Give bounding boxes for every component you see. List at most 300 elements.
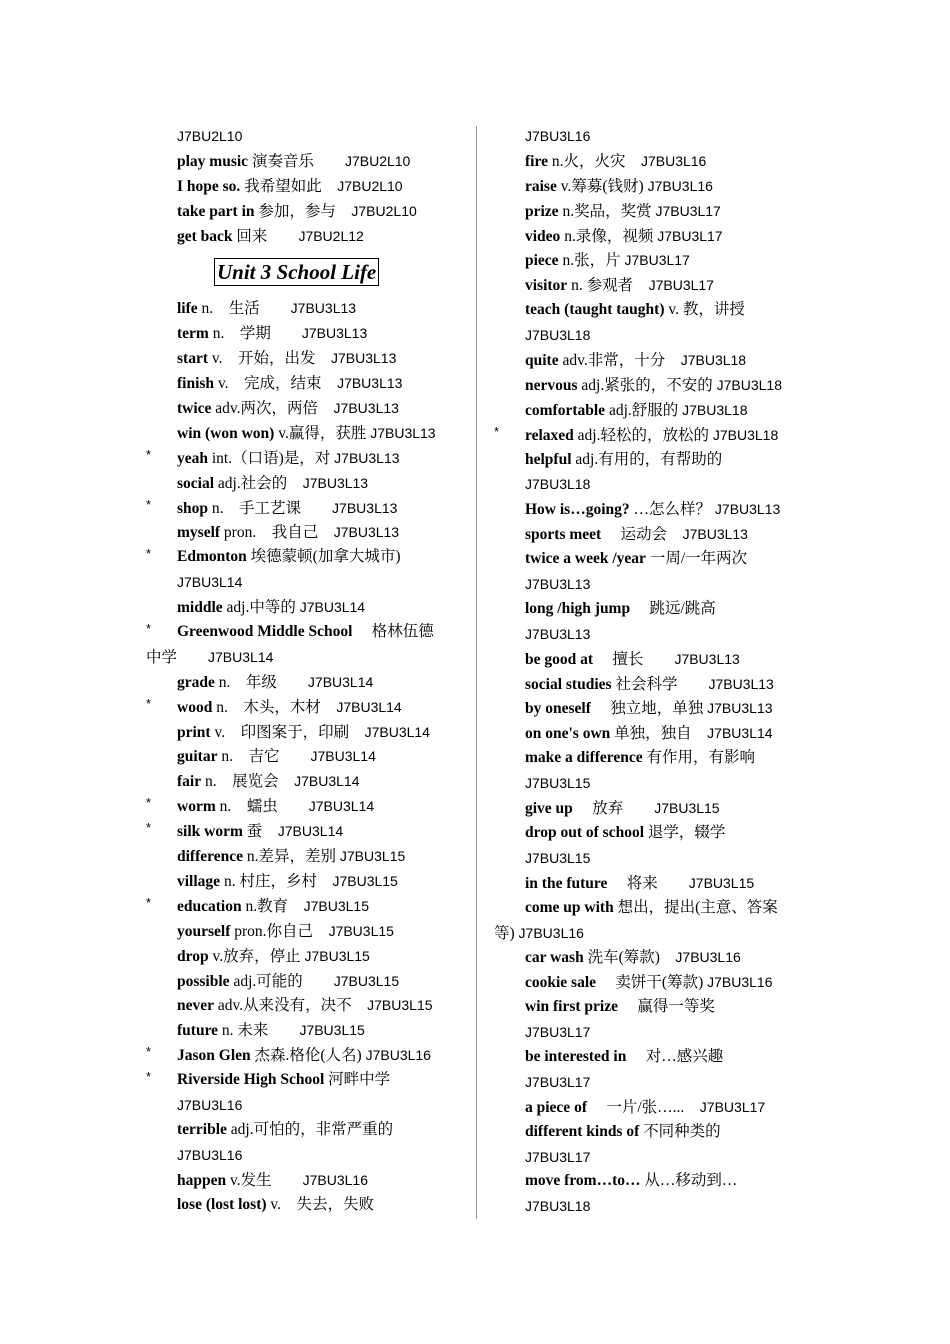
lesson-code: J7BU3L15: [367, 997, 433, 1014]
vocab-term: Edmonton: [177, 548, 247, 566]
vocab-term: fire: [525, 152, 548, 170]
definition: 我希望如此: [244, 177, 338, 195]
entry-text: [552, 153, 707, 170]
entry-text: [236, 228, 363, 245]
vocab-line: [146, 769, 464, 794]
definition: n. 学期: [212, 325, 302, 343]
vocab-term: be good at: [525, 650, 594, 668]
vocab-term: fair: [177, 773, 202, 791]
entry-text: [634, 501, 781, 518]
entry-text: [525, 576, 590, 593]
definition: 社会科学: [615, 675, 709, 693]
vocab-line: [494, 846, 812, 871]
vocab-term: piece: [525, 252, 559, 270]
lesson-code: J7BU3L14: [294, 773, 360, 790]
lesson-code: J7BU3L17: [525, 1148, 591, 1165]
vocab-line: [146, 1068, 464, 1093]
vocab-term: by oneself: [525, 700, 591, 718]
vocab-line: [146, 869, 464, 894]
vocab-term: difference: [177, 848, 243, 866]
definition: adv.两次，两倍: [215, 400, 334, 418]
vocab-line: [146, 620, 464, 645]
definition: n.录像，视频: [564, 227, 658, 245]
asterisk-marker: *: [146, 894, 152, 910]
vocab-term: on one's own: [525, 725, 611, 743]
definition: n. 吉它: [221, 748, 311, 766]
vocab-term: twice a week /year: [525, 550, 646, 568]
entry-text: 想出，提出(主意、答案: [617, 898, 778, 916]
vocab-term: Greenwood Middle School: [177, 623, 353, 641]
vocab-term: cookie sale: [525, 974, 597, 992]
definition: 擅长: [596, 650, 675, 668]
vocab-term: a piece of: [525, 1098, 587, 1116]
vocab-line: [494, 273, 812, 298]
vocab-line: [146, 471, 464, 496]
vocab-line: [494, 348, 812, 373]
vocab-line: [146, 744, 464, 769]
entry-text: [233, 973, 399, 990]
vocab-term: term: [177, 325, 209, 343]
vocab-line: [494, 1045, 812, 1070]
entry-text: [605, 526, 748, 543]
vocab-line: [146, 894, 464, 919]
vocab-line: [494, 871, 812, 896]
lesson-code: J7BU3L13: [370, 424, 436, 441]
entry-text: v. 教，讲授: [668, 301, 745, 319]
lesson-code: J7BU3L18: [525, 476, 591, 493]
lesson-code: J7BU3L14: [208, 648, 274, 665]
vocab-line: [146, 396, 464, 421]
vocab-term: visitor: [525, 277, 568, 295]
definition: v.赢得，获胜: [278, 424, 371, 442]
entry-text: [247, 848, 405, 865]
entry-text: [213, 325, 368, 342]
vocab-line: [146, 446, 464, 471]
vocab-line: [494, 945, 812, 970]
vocab-term: worm: [177, 798, 216, 816]
definition: int.（口语)是，对: [211, 449, 335, 467]
definition: 放弃: [576, 800, 655, 818]
vocab-line: [146, 174, 464, 199]
vocab-term: be interested in: [525, 1047, 627, 1065]
vocab-term: silk worm: [177, 823, 243, 841]
vocab-term: village: [177, 872, 221, 890]
vocab-term: play music: [177, 152, 249, 170]
lesson-code: J7BU3L13: [682, 526, 748, 543]
lesson-code: J7BU2L10: [177, 128, 243, 144]
lesson-code: J7BU3L17: [525, 1024, 591, 1041]
vocab-line: [494, 497, 812, 522]
entry-text: [247, 823, 343, 840]
asterisk-marker: *: [146, 621, 152, 637]
definition: n. 木头，木材: [216, 698, 337, 716]
definition: n.差异，差别: [246, 848, 340, 866]
lesson-code: J7BU3L13: [714, 501, 781, 518]
lesson-code: J7BU3L17: [655, 202, 721, 219]
vocab-line: [146, 670, 464, 695]
vocab-line: [494, 248, 812, 273]
definition: n. 未来: [221, 1022, 300, 1040]
definition: pron. 我自己: [223, 524, 334, 542]
lesson-code: J7BU3L15: [332, 872, 398, 889]
lesson-code: J7BU3L16: [647, 177, 713, 194]
definition: 蚕: [246, 823, 278, 841]
entry-text: [611, 875, 754, 892]
vocab-line: [494, 1120, 812, 1145]
vocab-line: [494, 746, 812, 771]
vocab-line: [494, 298, 812, 323]
vocab-line: [494, 1095, 812, 1120]
entry-text: [591, 1099, 765, 1116]
vocab-term: education: [177, 897, 242, 915]
definition: n. 参观者: [571, 277, 649, 295]
entry-text: [615, 676, 773, 693]
vocab-line: [494, 547, 812, 572]
entry-text: [609, 402, 748, 419]
entry-text: [224, 524, 399, 541]
entry-text: 赢得一等奖: [621, 998, 715, 1016]
vocab-line: [494, 472, 812, 497]
definition: adj.舒服的: [608, 401, 683, 419]
vocab-line: [146, 1118, 464, 1143]
vocab-term: raise: [525, 177, 557, 195]
entry-text: [218, 375, 403, 392]
entry-text: [212, 450, 400, 467]
lesson-code: J7BU3L14: [177, 574, 243, 591]
vocab-term: give up: [525, 800, 573, 818]
definition: adv.从来没有，决不: [217, 997, 368, 1015]
vocab-line: [494, 1145, 812, 1170]
definition: n. 年级: [218, 673, 308, 691]
lesson-code: J7BU3L16: [640, 152, 707, 169]
lesson-code: J7BU3L18: [712, 426, 779, 443]
lesson-code: J7BU3L13: [290, 300, 357, 317]
vocab-line: [494, 224, 812, 249]
entry-text: [562, 252, 689, 269]
entry-text: [595, 700, 773, 717]
vocab-term: prize: [525, 202, 559, 220]
lesson-code: J7BU3L13: [301, 325, 368, 342]
entry-text: [525, 327, 590, 344]
vocab-term: take part in: [177, 202, 255, 220]
lesson-code: J7BU3L14: [707, 725, 773, 742]
entry-text: [224, 873, 398, 890]
definition: n.张，片: [562, 252, 625, 270]
vocab-line: [494, 771, 812, 796]
vocab-term: nervous: [525, 376, 578, 394]
vocab-line: [494, 721, 812, 746]
vocab-term: life: [177, 300, 198, 318]
definition: 参加，参与: [258, 202, 352, 220]
entry-text: [218, 475, 368, 492]
definition: v. 完成，结束: [217, 375, 338, 393]
lesson-code: J7BU2L10: [351, 202, 417, 219]
vocab-line: [494, 124, 812, 149]
definition: n. 手工艺课: [211, 499, 333, 517]
lesson-code: J7BU3L17: [657, 227, 723, 244]
definition: pron.你自己: [234, 922, 329, 940]
entry-text: [214, 724, 430, 741]
definition: n. 生活: [201, 300, 291, 318]
entry-text: [230, 1172, 368, 1189]
lesson-code: J7BU3L18: [525, 1198, 591, 1215]
lesson-code: J7BU3L16: [518, 924, 584, 941]
vocab-term: come up with: [525, 898, 614, 916]
vocab-line: [494, 373, 812, 398]
lesson-code: J7BU3L13: [332, 499, 398, 516]
lesson-code: J7BU3L17: [624, 252, 690, 269]
lesson-code: J7BU2L12: [298, 227, 364, 244]
lesson-code: J7BU3L17: [699, 1098, 766, 1115]
unit-title: Unit 3 School Life: [214, 258, 379, 286]
vocab-line: [494, 821, 812, 846]
vocab-line: [146, 1168, 464, 1193]
entry-text: [597, 651, 740, 668]
vocab-line: [146, 1043, 464, 1068]
lesson-code: J7BU2L10: [337, 177, 403, 194]
asterisk-marker: *: [146, 496, 152, 512]
lesson-code: J7BU3L18: [716, 376, 782, 393]
vocab-line: [146, 371, 464, 396]
lesson-code: J7BU3L13: [674, 650, 740, 667]
entry-text: adj.有用的，有帮助的: [575, 450, 723, 468]
vocab-line: [494, 199, 812, 224]
vocab-term: Jason Glen: [177, 1047, 251, 1065]
vocab-term: finish: [177, 375, 215, 393]
entry-text: 河畔中学: [328, 1071, 391, 1089]
definition: n. 展览会: [204, 773, 295, 791]
lesson-code: J7BU3L15: [339, 848, 406, 865]
definition: 洗车(筹款): [587, 949, 676, 967]
lesson-code: J7BU3L16: [177, 1096, 243, 1113]
asterisk-marker: *: [494, 423, 500, 439]
definition: 单独，独自: [614, 725, 708, 743]
lesson-code: J7BU3L13: [707, 700, 773, 717]
lesson-code: J7BU3L13: [331, 350, 397, 367]
lesson-code: J7BU3L14: [299, 599, 366, 616]
definition: n. 蠕虫: [219, 798, 309, 816]
entry-text: [578, 427, 779, 444]
vocab-term: grade: [177, 673, 215, 691]
entry-text: [255, 1047, 431, 1064]
vocab-term: yourself: [177, 922, 231, 940]
entry-text: [525, 1198, 590, 1215]
lesson-code: J7BU3L15: [525, 849, 591, 866]
vocab-line: [146, 321, 464, 346]
vocab-term: social studies: [525, 675, 612, 693]
entry-text: [252, 153, 410, 170]
vocab-line: [146, 296, 464, 321]
unit-heading: [146, 248, 464, 296]
definition: v.放弃，停止: [212, 947, 305, 965]
asterisk-marker: *: [146, 795, 152, 811]
vocab-term: terrible: [177, 1120, 227, 1138]
definition: 回来: [236, 227, 299, 245]
vocab-line: [494, 672, 812, 697]
entry-text: [588, 949, 741, 966]
vocab-term: guitar: [177, 748, 218, 766]
vocab-term: shop: [177, 499, 209, 517]
lesson-code: J7BU3L13: [525, 576, 591, 593]
entry-text: [216, 699, 402, 716]
column-divider: [476, 126, 477, 1219]
lesson-code: J7BU3L18: [525, 327, 591, 344]
entry-text: [146, 649, 273, 666]
entry-text: [215, 400, 399, 417]
lesson-code: J7BU2L10: [344, 152, 411, 169]
vocab-line: [146, 695, 464, 720]
entry-text: 对…感兴趣: [630, 1047, 724, 1065]
lesson-code: J7BU3L13: [337, 375, 403, 392]
entry-text: [525, 476, 590, 493]
lesson-code: J7BU3L15: [688, 874, 755, 891]
vocab-term: drop: [177, 947, 209, 965]
lesson-code: J7BU3L14: [336, 698, 402, 715]
vocab-line: [494, 1194, 812, 1219]
vocab-term: yeah: [177, 449, 208, 467]
left-column: [146, 124, 464, 1217]
definition: adj.可能的: [233, 972, 334, 990]
vocab-line: [146, 1193, 464, 1218]
lesson-code: J7BU3L14: [310, 748, 376, 765]
vocab-line: [494, 995, 812, 1020]
vocab-term: How is…going?: [525, 501, 630, 519]
vocab-term: myself: [177, 524, 221, 542]
vocab-line: [494, 323, 812, 348]
vocab-line: [146, 224, 464, 249]
lesson-code: J7BU3L14: [308, 798, 375, 815]
vocab-line: [494, 149, 812, 174]
vocab-term: start: [177, 350, 208, 368]
lesson-code: J7BU3L13: [333, 524, 400, 541]
vocab-line: [146, 199, 464, 224]
vocab-line: [146, 124, 464, 149]
lesson-code: J7BU3L16: [302, 1171, 369, 1188]
entry-text: [581, 377, 782, 394]
vocab-line: [494, 696, 812, 721]
definition: 演奏音乐: [251, 152, 345, 170]
vocab-term: comfortable: [525, 401, 606, 419]
definition: adv.非常，十分: [562, 352, 681, 370]
vocab-line: [494, 572, 812, 597]
vocab-line: [494, 896, 812, 921]
entry-text: [205, 773, 360, 790]
entry-text: 一周/一年两次: [649, 550, 748, 568]
lesson-code: J7BU3L15: [333, 972, 400, 989]
entry-text: 跳远/跳高: [633, 599, 716, 617]
vocab-line: [494, 647, 812, 672]
vocab-line: [146, 844, 464, 869]
entry-text: [562, 352, 746, 369]
right-column: [494, 124, 812, 1219]
entry-text: [221, 748, 376, 765]
lesson-code: J7BU3L15: [304, 947, 370, 964]
entry-text: [234, 923, 394, 940]
entry-text: 退学，辍学: [647, 823, 726, 841]
vocab-line: [494, 398, 812, 423]
entry-text: 格林伍德: [356, 623, 434, 641]
definition: 独立地，单独: [594, 700, 708, 718]
vocab-term: wood: [177, 698, 213, 716]
vocab-line: [494, 1169, 812, 1194]
vocab-term: make a difference: [525, 749, 643, 767]
entry-text: [258, 203, 416, 220]
vocab-term: middle: [177, 599, 223, 617]
vocab-term: future: [177, 1022, 219, 1040]
entry-text: [177, 1097, 242, 1114]
lesson-code: J7BU3L15: [525, 775, 591, 792]
entry-text: [278, 425, 435, 442]
definition: n.奖品，奖赏: [562, 202, 656, 220]
lesson-code: J7BU3L14: [364, 723, 430, 740]
vocab-term: video: [525, 227, 561, 245]
definition: 中学: [146, 648, 209, 666]
vocab-term: I hope so.: [177, 177, 241, 195]
lesson-code: J7BU3L13: [333, 400, 399, 417]
entry-text: [571, 277, 714, 294]
definition: adj.紧张的，不安的: [581, 376, 717, 394]
asterisk-marker: *: [146, 1069, 152, 1085]
lesson-code: J7BU3L17: [525, 1073, 591, 1090]
vocab-line: [146, 944, 464, 969]
lesson-code: J7BU3L15: [654, 800, 720, 817]
vocab-line: [494, 796, 812, 821]
vocab-line: [146, 919, 464, 944]
entry-text: [564, 228, 722, 245]
vocab-line: [494, 921, 812, 946]
lesson-code: J7BU3L15: [303, 897, 369, 914]
vocab-line: [494, 423, 812, 448]
entry-text: [220, 798, 375, 815]
vocab-line: [146, 720, 464, 745]
vocab-line: [146, 794, 464, 819]
vocab-term: different kinds of: [525, 1122, 640, 1140]
entry-text: 不同种类的: [643, 1122, 721, 1140]
vocab-term: sports meet: [525, 526, 602, 544]
vocab-line: [146, 645, 464, 670]
vocab-term: print: [177, 723, 211, 741]
definition: n.火，火灾: [551, 152, 641, 170]
entry-text: [614, 725, 772, 742]
lesson-code: J7BU3L16: [675, 949, 741, 966]
vocab-line: [146, 1093, 464, 1118]
vocab-line: [146, 496, 464, 521]
lesson-code: J7BU3L13: [334, 449, 400, 466]
definition: 等): [494, 924, 519, 942]
lesson-code: J7BU3L13: [525, 625, 591, 642]
entry-text: [561, 178, 713, 195]
asterisk-marker: *: [146, 546, 152, 562]
vocab-term: twice: [177, 400, 212, 418]
definition: 将来: [611, 874, 689, 892]
vocab-line: [494, 597, 812, 622]
entry-text: 埃德蒙顿(加拿大城市): [250, 548, 401, 566]
vocab-line: [146, 993, 464, 1018]
definition: v. 印图案于，印刷: [214, 723, 365, 741]
entry-text: [177, 574, 242, 591]
definition: adj.中等的: [226, 599, 300, 617]
lesson-code: J7BU3L14: [277, 823, 344, 840]
vocab-line: [146, 520, 464, 545]
vocab-term: get back: [177, 227, 233, 245]
entry-text: [494, 925, 584, 942]
vocab-line: [494, 1020, 812, 1045]
vocab-line: [146, 1143, 464, 1168]
asterisk-marker: *: [146, 1044, 152, 1060]
vocab-term: possible: [177, 972, 230, 990]
entry-text: [222, 1022, 365, 1039]
definition: …怎么样？: [633, 501, 715, 519]
